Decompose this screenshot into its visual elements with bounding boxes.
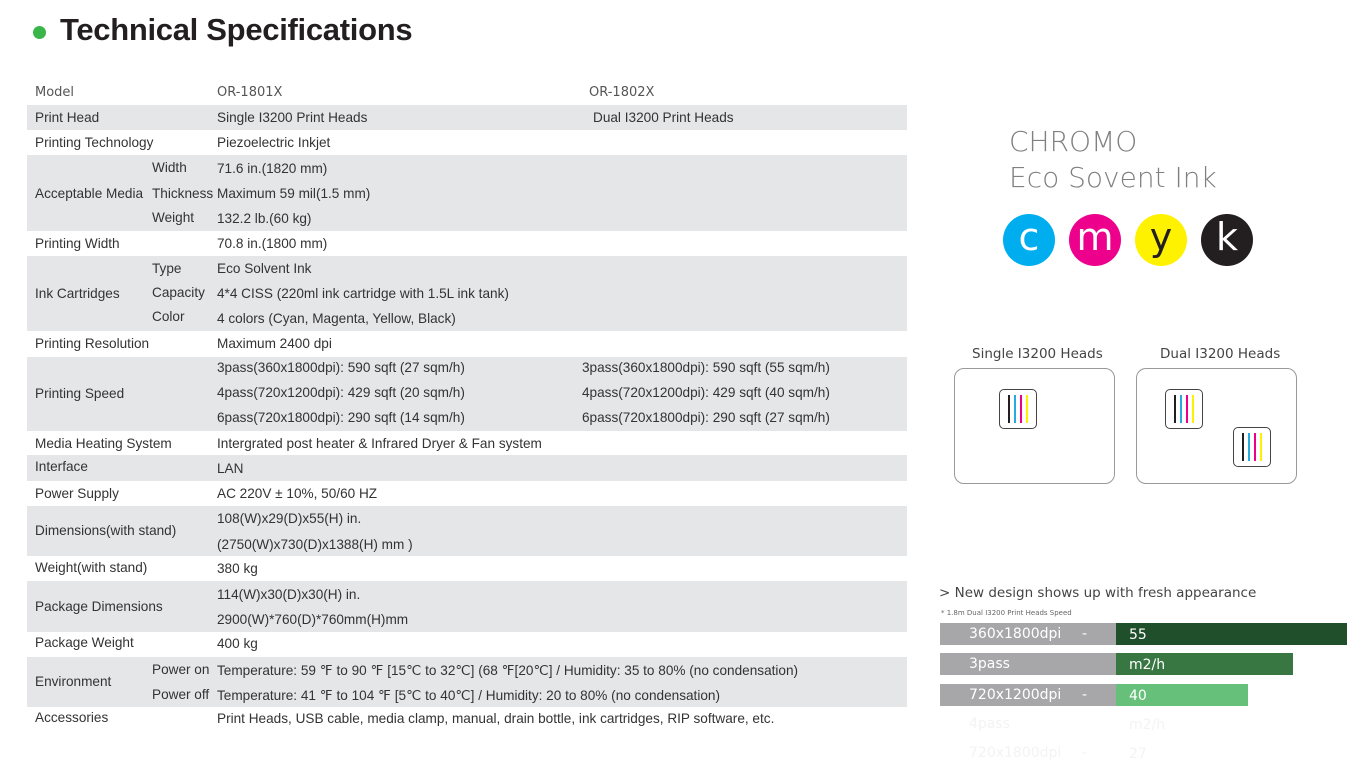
sub-label: Weight — [152, 210, 195, 226]
table-row-weight — [27, 556, 907, 581]
sub-value: Eco Solvent Ink — [217, 261, 312, 277]
sub-label: Power off — [152, 686, 210, 702]
dual-heads-label: Dual I3200 Heads — [1160, 346, 1281, 362]
bar-value: 27 — [1129, 746, 1147, 762]
speed-bar-row — [940, 653, 1293, 675]
table-row-package-dimensions — [27, 581, 907, 632]
speed-bar-row — [940, 684, 1248, 706]
bar-label — [940, 742, 1116, 764]
bar-label — [940, 713, 1116, 735]
spec-table — [27, 80, 907, 732]
ink-brand: CHROMO — [1009, 125, 1138, 158]
row-value: Maximum 2400 dpi — [217, 336, 332, 352]
table-row-ink-cartridges — [27, 256, 907, 331]
table-row-printing-speed — [27, 357, 907, 431]
print-head-icon — [1165, 389, 1203, 429]
row-value-or1802x: 6pass(720x1800dpi): 290 sqft (27 sqm/h) — [582, 409, 830, 425]
row-value: 108(W)x29(D)x55(H) in. — [217, 510, 362, 526]
table-row-acceptable-media — [27, 155, 907, 231]
row-value: Intergrated post heater & Infrared Dryer & Fan system — [217, 435, 542, 451]
table-row-power-supply — [27, 481, 907, 506]
row-label: Package Weight — [35, 634, 134, 650]
speed-footnote: * 1.8m Dual I3200 Print Heads Speed — [941, 609, 1072, 617]
bar-value: m2/h — [1129, 717, 1166, 733]
sub-label: Power on — [152, 661, 210, 677]
column-header-model: Model — [35, 85, 75, 100]
table-row-print-head — [27, 105, 907, 130]
table-row-accessories — [27, 707, 907, 732]
print-head-icon — [1233, 427, 1271, 467]
row-value-or1802x: Dual I3200 Print Heads — [593, 110, 734, 125]
row-label: Weight(with stand) — [35, 559, 148, 575]
bar-label-text: 720x1800dpi — [969, 745, 1062, 761]
row-value: 400 kg — [217, 635, 258, 651]
row-value: LAN — [217, 460, 244, 476]
row-label: Ink Cartridges — [35, 286, 120, 302]
row-value: 70.8 in.(1800 mm) — [217, 236, 328, 252]
row-value-or1801x: Single I3200 Print Heads — [217, 110, 368, 125]
table-row-environment — [27, 657, 907, 707]
bar-value: m2/h — [1116, 653, 1293, 675]
table-row-package-weight — [27, 632, 907, 657]
row-label: Environment — [35, 673, 112, 689]
speed-bar-row-faded — [940, 742, 1248, 764]
bar-label-text: 4pass — [969, 716, 1010, 732]
bar-label — [940, 653, 1116, 675]
bar-label-text: 720x1200dpi — [969, 687, 1062, 703]
page-title: Technical Specifications — [60, 12, 413, 47]
row-value: (2750(W)x730(D)x1388(H) mm ) — [217, 536, 413, 552]
print-head-icon — [999, 389, 1037, 429]
bar-label-text: 360x1800dpi — [969, 626, 1062, 642]
row-value-or1801x: 6pass(720x1800dpi): 290 sqft (14 sqm/h) — [217, 409, 465, 425]
bar-dash: - — [1082, 687, 1088, 703]
speed-bar-row-faded — [940, 713, 1248, 735]
magenta-dot-icon: m — [1069, 214, 1121, 266]
single-heads-diagram — [954, 368, 1115, 484]
ink-brand-block — [1009, 124, 1217, 196]
row-label: Printing Technology — [35, 135, 154, 151]
row-label: Printing Width — [35, 236, 120, 252]
row-label: Dimensions(with stand) — [35, 522, 177, 538]
sub-label: Width — [152, 160, 187, 176]
sub-value: 4 colors (Cyan, Magenta, Yellow, Black) — [217, 311, 456, 327]
row-value-or1802x: 4pass(720x1200dpi): 429 sqft (40 sqm/h) — [582, 384, 830, 400]
bar-label-text: 3pass — [969, 656, 1010, 672]
table-row-printing-width — [27, 231, 907, 256]
sub-label: Type — [152, 261, 182, 277]
sub-value: Maximum 59 mil(1.5 mm) — [217, 186, 371, 202]
sub-label: Capacity — [152, 285, 205, 301]
bar-value: 55 — [1116, 623, 1347, 645]
bar-value: 40 — [1116, 684, 1248, 706]
speed-bar-row — [940, 623, 1347, 645]
black-dot-icon: k — [1201, 214, 1253, 266]
yellow-dot-icon: y — [1135, 214, 1187, 266]
sub-value: 4*4 CISS (220ml ink cartridge with 1.5L ink tank) — [217, 286, 509, 302]
cmyk-dots — [1003, 214, 1253, 266]
sub-label: Thickness — [152, 186, 214, 202]
row-label: Printing Resolution — [35, 336, 150, 352]
row-value: 380 kg — [217, 560, 258, 576]
table-row-interface — [27, 455, 907, 481]
speed-caption: > New design shows up with fresh appearance — [939, 585, 1257, 601]
bar-dash: - — [1082, 626, 1088, 642]
row-label: Interface — [35, 458, 88, 474]
bar-dash: - — [1082, 745, 1088, 761]
column-header-or1802x: OR-1802X — [589, 85, 655, 100]
row-label: Accessories — [35, 709, 109, 725]
row-label: Acceptable Media — [35, 186, 144, 202]
row-value-or1801x: 3pass(360x1800dpi): 590 sqft (27 sqm/h) — [217, 359, 465, 375]
table-row-media-heating — [27, 431, 907, 455]
row-label: Print Head — [35, 110, 100, 125]
column-header-or1801x: OR-1801X — [217, 85, 283, 100]
bar-label — [940, 684, 1116, 706]
single-heads-label: Single I3200 Heads — [972, 346, 1103, 362]
row-value: Print Heads, USB cable, media clamp, manual, drain bottle, ink cartridges, RIP software, etc. — [217, 710, 775, 726]
row-value-or1801x: 4pass(720x1200dpi): 429 sqft (20 sqm/h) — [217, 384, 465, 400]
dual-heads-diagram — [1136, 368, 1297, 484]
row-value-or1802x: 3pass(360x1800dpi): 590 sqft (55 sqm/h) — [582, 359, 830, 375]
sub-label: Color — [152, 309, 185, 325]
row-value: Piezoelectric Inkjet — [217, 135, 331, 151]
sub-value: 71.6 in.(1820 mm) — [217, 161, 328, 177]
row-value: AC 220V ± 10%, 50/60 HZ — [217, 485, 378, 501]
table-row-printing-technology — [27, 130, 907, 155]
table-row-dimensions — [27, 506, 907, 556]
table-header-row — [27, 80, 907, 105]
ink-product: Eco Sovent Ink — [1009, 161, 1217, 194]
page-header — [33, 12, 412, 48]
row-label: Package Dimensions — [35, 598, 163, 614]
row-label: Media Heating System — [35, 435, 172, 451]
bar-label — [940, 623, 1116, 645]
cyan-dot-icon: c — [1003, 214, 1055, 266]
row-value: 2900(W)*760(D)*760mm(H)mm — [217, 611, 409, 627]
table-row-printing-resolution — [27, 331, 907, 356]
row-label: Power Supply — [35, 485, 119, 501]
sub-value: Temperature: 59 ℉ to 90 ℉ [15℃ to 32℃] (68 ℉[20℃] / Humidity: 35 to 80% (no condensation) — [217, 662, 799, 678]
row-label: Printing Speed — [35, 385, 125, 401]
sub-value: Temperature: 41 ℉ to 104 ℉ [5℃ to 40℃] / Humidity: 20 to 80% (no condensation) — [217, 687, 720, 703]
sub-value: 132.2 lb.(60 kg) — [217, 211, 312, 227]
row-value: 114(W)x30(D)x30(H) in. — [217, 586, 361, 602]
bullet-icon — [33, 26, 46, 39]
